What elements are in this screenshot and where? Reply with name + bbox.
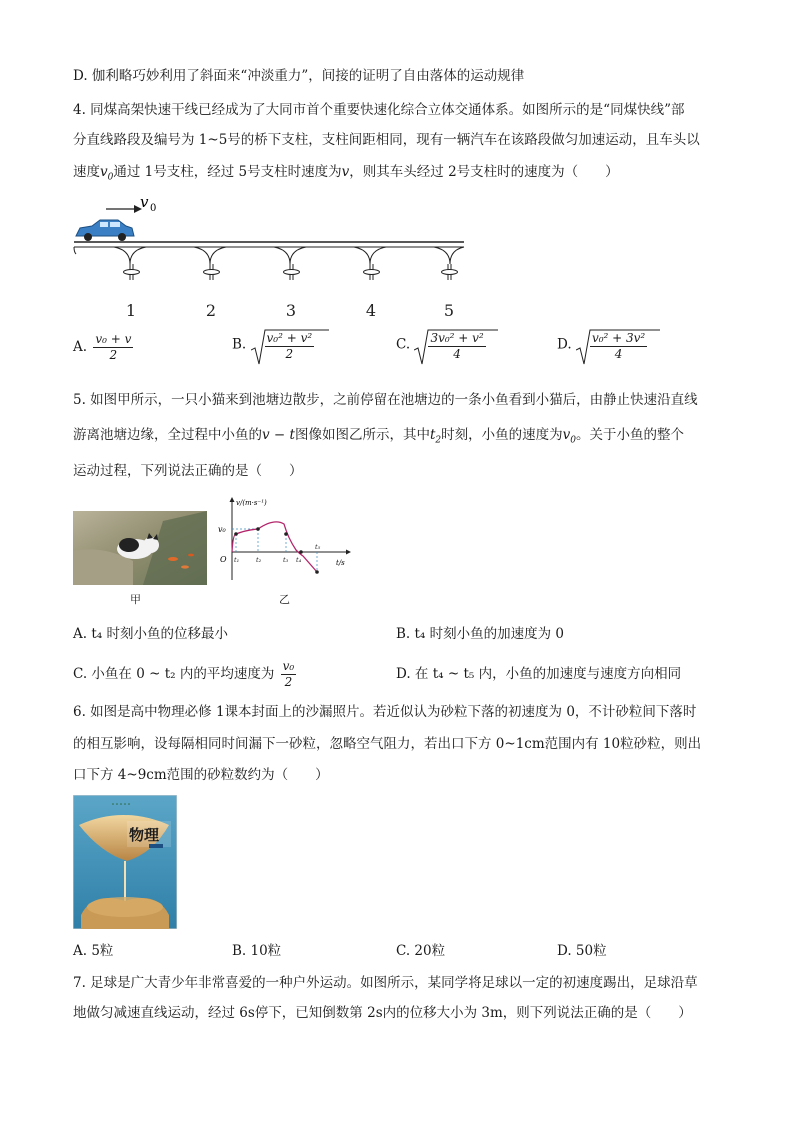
q5-option-d[interactable]: D. 在 t₄ ~ t₅ 内，小鱼的加速度与速度方向相同 [396,666,682,682]
hourglass-book-cover [73,795,177,929]
pillar-label-5: 5 [443,301,455,320]
pillar-5 [434,247,464,280]
q5-stem-line1: 5. 如图甲所示，一只小猫来到池塘边散步，之前停留在池塘边的一条小鱼看到小猫后，由静止快速沿直线 [73,392,698,408]
q5-option-c-text: C. 小鱼在 0 ~ t₂ 内的平均速度为 [73,666,275,682]
q4-option-c[interactable] [396,328,488,362]
q4-stem-line1: 4. 同煤高架快速干线已经成为了大同市首个重要快速化综合立体交通体系。如图所示的是“同煤快线”部 [73,102,685,118]
q4-line3-part-b: 通过 1号支柱，经过 5号支柱时速度为 [113,164,342,180]
pillar-3 [274,247,306,280]
cat-pond-photo [73,511,207,585]
q4-v-symbol: v [341,164,350,180]
vt-tick-t2: t₂ [256,556,262,564]
q3-option-d: D. 伽利略巧妙利用了斜面来“冲淡重力”，间接的证明了自由落体的运动规律 [73,68,525,84]
q4-velocity-subscript: 0 [150,203,157,214]
vt-tick-t1: t₁ [234,556,240,564]
fig-caption-jia: 甲 [130,593,141,606]
q4-option-d-label: D. [557,336,572,353]
pillar-label-4: 4 [365,301,377,320]
q4-stem-line2: 分直线路段及编号为 1~5号的桥下支柱，支柱间距相同，现有一辆汽车在该路段做匀加速运动，且车头以 [73,132,700,148]
q4-velocity-label: v [140,193,149,211]
q5-stem-line2: 游离池塘边缘，全过程中小鱼的v − t图像如图乙所示，其中$t_2$时刻，小鱼的速度为$v_0$。关于小鱼的整个 [73,427,684,446]
book-title: 物理 [129,826,160,844]
pillar-2 [194,247,226,280]
pillar-label-3: 3 [285,301,297,320]
q4-option-a[interactable] [73,332,135,363]
q4-option-c-label: C. [396,336,411,353]
q4-v0-symbol: $v_0$ [100,164,114,183]
q7-stem-line1: 7. 足球是广大青少年非常喜爱的一种户外运动。如图所示，某同学将足球以一定的初速度踢出，足球沿草 [73,975,698,991]
q5-option-c[interactable] [73,659,298,690]
q6-stem-line3: 口下方 4~9cm范围的砂粒数约为（ ） [73,767,329,783]
q6-option-d[interactable]: D. 50粒 [557,943,607,959]
vt-v0-tick: v₀ [218,525,226,534]
q4-option-a-fraction: $\frac{\text{v₀ + v}}{2}$ [95,332,132,362]
vt-xlabel: t/s [336,559,345,567]
q5-stem-line3: 运动过程，下列说法正确的是（ ） [73,463,303,479]
q4-option-d[interactable] [557,328,649,362]
vt-tick-t4: t₄ [296,556,302,564]
q5-option-b[interactable]: B. t₄ 时刻小鱼的加速度为 0 [396,626,565,642]
q5-option-c-fraction: $\frac{\text{v₀}}{2}$ [282,659,295,689]
q4-option-c-sqrt: $\frac{\text{3v₀² + v²}}{4}$ [414,328,487,362]
q5-t2-symbol: $t_2$ [429,427,442,446]
q6-stem-line2: 的相互影响，设每隔相同时间漏下一砂粒，忽略空气阻力，若出口下方 0~1cm范围内有 10粒砂粒，则出 [73,736,702,752]
q4-option-b[interactable] [232,328,316,362]
vt-tick-t5: t₅ [315,543,321,551]
q7-stem-line2: 地做匀减速直线运动，经过 6s停下，已知倒数第 2s内的位移大小为 3m，则下列说法正确的是（ ） [73,1005,692,1021]
q6-stem-line1: 6. 如图是高中物理必修 1课本封面上的沙漏照片。若近似认为砂粒下落的初速度为 0，不计砂粒间下落时 [73,704,697,720]
vt-graph [212,494,352,586]
q4-option-b-sqrt: $\frac{\text{v₀² + v²}}{2}$ [251,328,317,362]
q6-option-c[interactable]: C. 20粒 [396,943,446,959]
vt-origin: O [220,555,227,564]
q5-option-a[interactable]: A. t₄ 时刻小鱼的位移最小 [73,626,228,642]
vt-tick-t3: t₃ [283,556,289,564]
fig-caption-yi: 乙 [279,593,290,606]
q4-option-d-sqrt: $\frac{\text{v₀² + 3v²}}{4}$ [576,328,649,362]
q5-vt-symbol: v − t [262,427,295,443]
q6-option-a[interactable]: A. 5粒 [73,943,114,959]
q4-bridge-figure [70,192,470,324]
q5-v0-symbol: $v_0$ [562,427,576,446]
q4-line3-part-c: ，则其车头经过 2号支柱时的速度为（ ） [349,164,619,180]
q4-option-a-label: A. [73,339,88,355]
pillar-4 [354,247,386,280]
vt-ylabel: v/(m·s⁻¹) [236,499,267,507]
pillar-label-2: 2 [205,301,217,320]
pillar-label-1: 1 [125,301,137,320]
q6-option-b[interactable]: B. 10粒 [232,943,282,959]
q4-option-b-label: B. [232,336,247,353]
pillar-1 [114,247,146,280]
q4-line3-part-a: 速度 [73,164,100,180]
q4-stem-line3 [73,162,723,188]
car-icon [76,220,134,241]
